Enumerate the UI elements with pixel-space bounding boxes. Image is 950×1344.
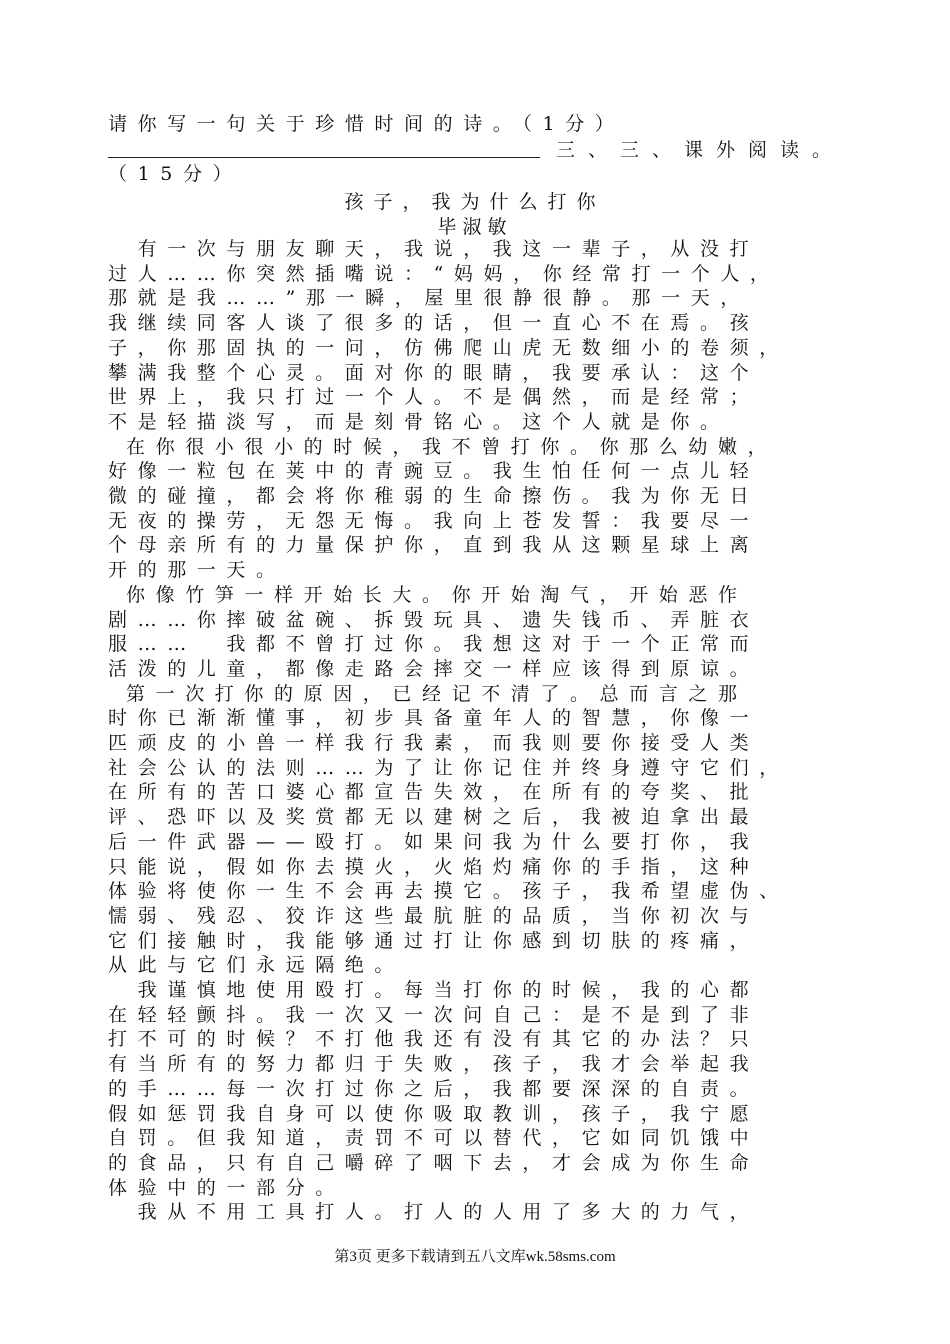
article-line: 体验中的一部分。 <box>108 1176 345 1199</box>
article-line: 社会公认的法则……为了让你记住并终身遵守它们， <box>108 756 789 779</box>
article-line: 好像一粒包在荚中的青豌豆。我生怕任何一点儿轻 <box>108 460 760 483</box>
article-line: 在所有的苦口婆心都宣告失效，在所有的夸奖、批 <box>108 781 760 804</box>
article-line: 只能说，假如你去摸火，火焰灼痛你的手指，这种 <box>108 855 760 878</box>
article-line: 无夜的操劳，无怨无悔。我向上苍发誓：我要尽一 <box>108 509 760 532</box>
article-title: 孩子，我为什么打你 <box>344 191 606 213</box>
article-line: 你像竹笋一样开始长大。你开始淘气，开始恶作 <box>126 583 748 606</box>
article-line: 自罚。但我知道，责罚不可以替代，它如同饥饿中 <box>108 1127 760 1150</box>
article-line: 的食品，只有自己嚼碎了咽下去，才会成为你生命 <box>108 1151 760 1174</box>
article-line: 匹顽皮的小兽一样我行我素，而我则要你接受人类 <box>108 732 760 754</box>
page-footer: 第3页 更多下载请到五八文库wk.58sms.com <box>334 1249 616 1265</box>
article-line: 我从不用工具打人。打人的人用了多大的力气， <box>108 1201 760 1224</box>
article-line: 剧……你摔破盆碗、拆毁玩具、遗失钱币、弄脏衣 <box>108 608 760 631</box>
article-line: 的手……每一次打过你之后，我都要深深的自责。 <box>108 1077 760 1100</box>
article-line: 评、恐吓以及奖赏都无以建树之后，我被迫拿出最 <box>108 806 760 829</box>
article-line: 子，你那固执的一问，仿佛爬山虎无数细小的卷须， <box>108 336 789 359</box>
article-line: 在你很小很小的时候，我不曾打你。你那么幼嫩， <box>126 435 778 458</box>
article-line: 过人……你突然插嘴说：“妈妈，你经常打一个人， <box>108 262 780 285</box>
article-line: 活泼的儿童，都像走路会摔交一样应该得到原谅。 <box>108 657 760 680</box>
article-line: 有当所有的努力都归于失败，孩子，我才会举起我 <box>108 1053 760 1076</box>
answer-blank-line <box>108 157 540 158</box>
section-heading: 三、三、课外阅读。 <box>556 139 845 161</box>
section-score: （15分） <box>108 163 243 185</box>
article-line: 假如惩罚我自身可以使你吸取教训，孩子，我宁愿 <box>108 1102 760 1125</box>
article-line: 那就是我……”那一瞬，屋里很静很静。那一天， <box>108 287 750 310</box>
article-line: 开的那一天。 <box>108 559 286 582</box>
article-line: 在轻轻颤抖。我一次又一次问自己：是不是到了非 <box>108 1003 760 1026</box>
article-line: 微的碰撞，都会将你稚弱的生命擦伤。我为你无日 <box>108 485 760 507</box>
article-line: 攀满我整个心灵。面对你的眼睛，我要承认：这个 <box>108 361 760 384</box>
article-line: 从此与它们永远隔绝。 <box>108 954 405 977</box>
article-line: 时你已渐渐懂事，初步具备童年人的智慧，你像一 <box>108 707 760 730</box>
article-line: 它们接触时，我能够通过打让你感到切肤的疼痛， <box>108 929 760 952</box>
article-line: 体验将使你一生不会再去摸它。孩子，我希望虚伪、 <box>108 880 789 903</box>
article-line: 有一次与朋友聊天，我说，我这一辈子，从没打 <box>108 238 760 260</box>
article-line: 我继续同客人谈了很多的话，但一直心不在焉。孩 <box>108 312 760 335</box>
article-line: 第一次打你的原因，已经记不清了。总而言之那 <box>126 682 748 705</box>
article-line: 个母亲所有的力量保护你，直到我从这颗星球上离 <box>108 534 760 557</box>
article-line: 懦弱、残忍、狡诈这些最肮脏的品质，当你初次与 <box>108 904 760 927</box>
article-line: 后一件武器——殴打。如果问我为什么要打你，我 <box>108 830 760 853</box>
article-line: 我谨慎地使用殴打。每当打你的时候，我的心都 <box>108 979 760 1001</box>
article-line: 世界上，我只打过一个人。不是偶然，而是经常； <box>108 386 760 409</box>
article-line: 打不可的时候？不打他我还有没有其它的办法？只 <box>108 1028 760 1051</box>
question-line: 请你写一句关于珍惜时间的诗。（1分） <box>108 113 625 135</box>
article-author: 毕淑敏 <box>437 216 513 238</box>
article-line: 不是轻描淡写，而是刻骨铭心。这个人就是你。 <box>108 410 730 433</box>
article-line: 服…… 我都不曾打过你。我想这对于一个正常而 <box>108 633 760 656</box>
